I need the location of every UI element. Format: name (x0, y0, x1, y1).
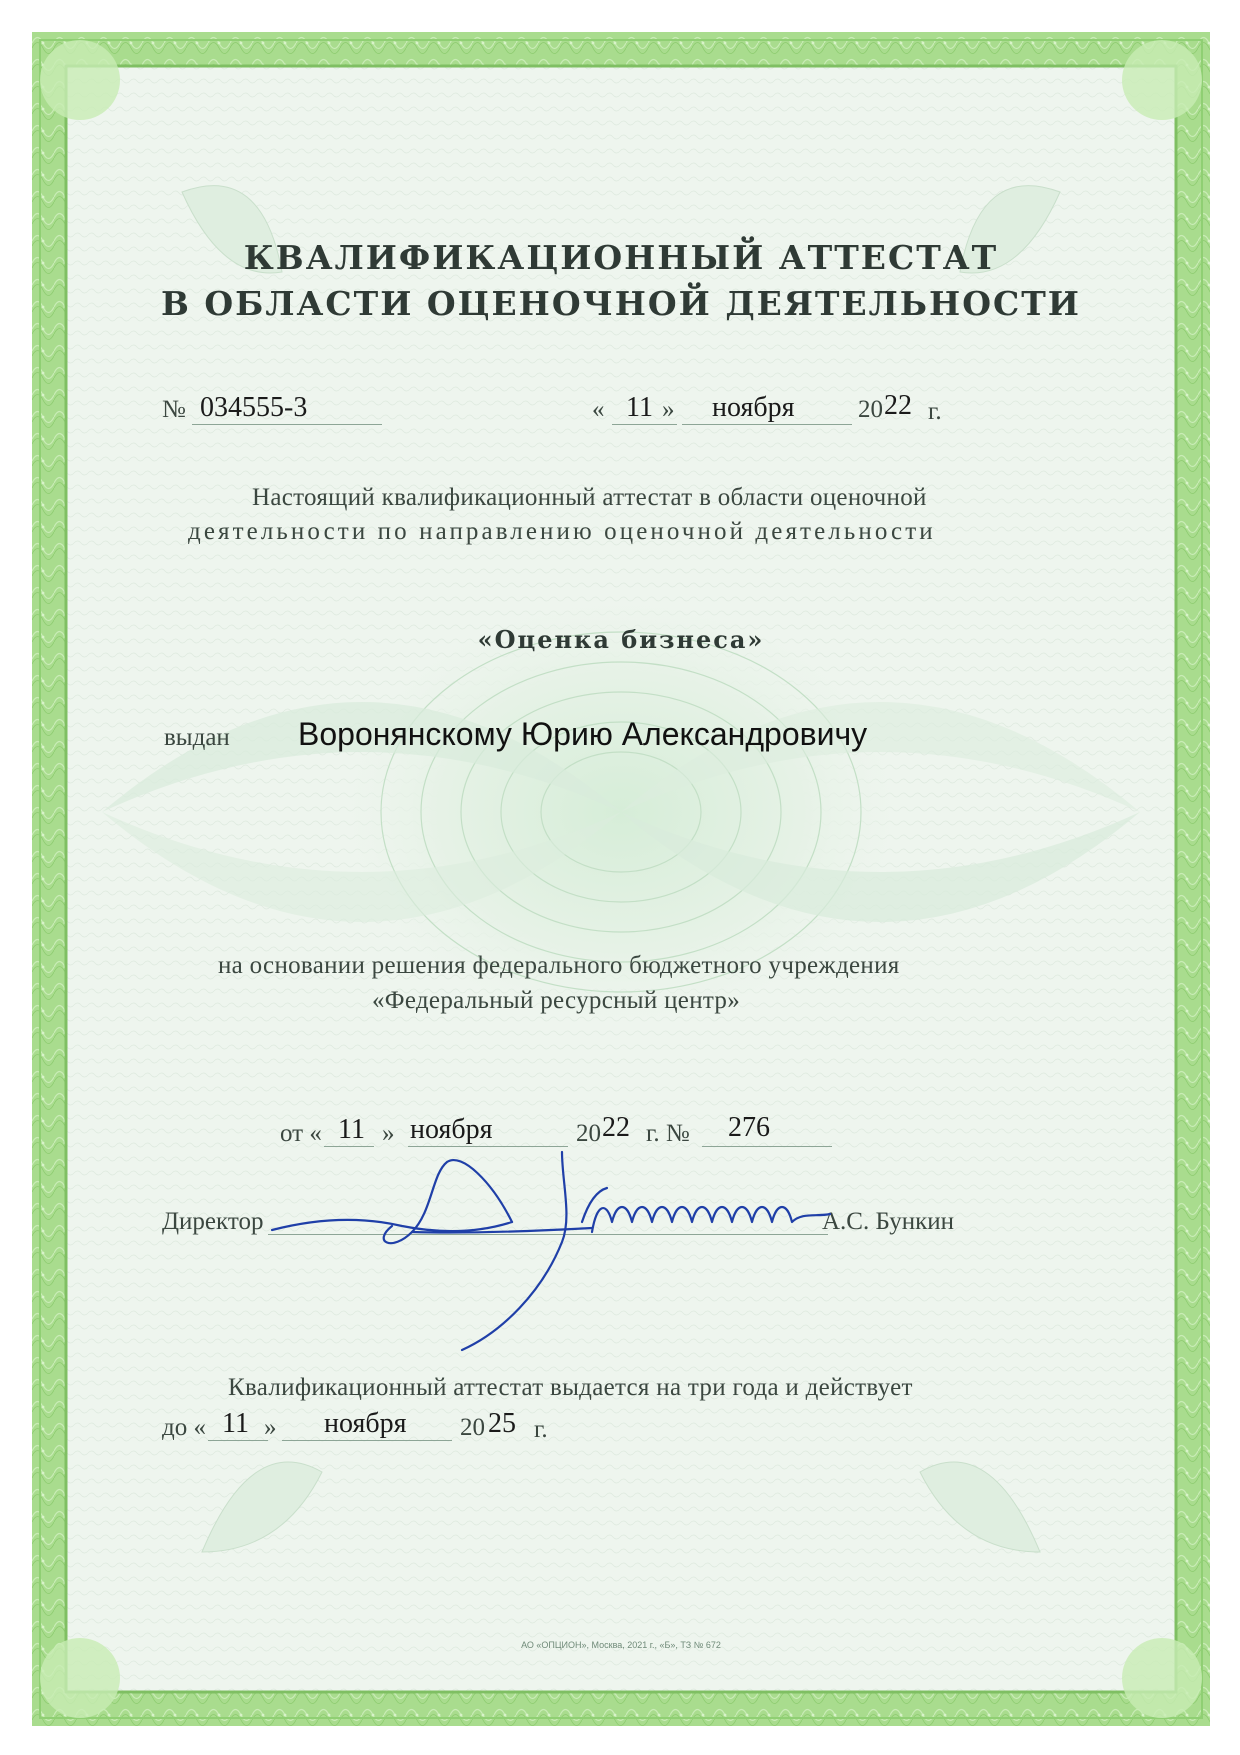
date-quote-open: « (592, 396, 605, 423)
intro-line-1: Настоящий квалификационный аттестат в области оценочной (252, 484, 927, 511)
title-line-2: В ОБЛАСТИ ОЦЕНОЧНОЙ ДЕЯТЕЛЬНОСТИ (161, 284, 1081, 323)
issue-day: 11 (626, 392, 653, 423)
intro-line-2: деятельности по направлению оценочной деятельности (188, 518, 936, 545)
validity-prefix: до « (162, 1414, 206, 1441)
issue-year-prefix: 20 (858, 396, 883, 423)
decision-number: 276 (728, 1112, 770, 1143)
issued-label: выдан (164, 724, 230, 751)
basis-line-2: «Федеральный ресурсный центр» (372, 987, 741, 1014)
validity-year-unit: г. (534, 1416, 548, 1443)
date-quote-close: » (662, 396, 675, 423)
decision-quote-close: » (382, 1120, 395, 1147)
director-label: Директор (162, 1208, 264, 1235)
printer-note: АО «ОПЦИОН», Москва, 2021 г., «Б», ТЗ № 672 (521, 1640, 721, 1650)
month-underline (682, 424, 852, 425)
direction: «Оценка бизнеса» (477, 625, 765, 654)
validity-year-prefix: 20 (460, 1414, 485, 1441)
validity-year-suffix: 25 (488, 1408, 516, 1439)
decision-day: 11 (338, 1114, 365, 1145)
number-sign: № (162, 396, 186, 423)
validity-day-underline (208, 1440, 268, 1441)
title-line-1: КВАЛИФИКАЦИОННЫЙ АТТЕСТАТ (243, 238, 999, 277)
validity-month: ноября (324, 1408, 407, 1439)
certificate-number: 034555-3 (200, 392, 308, 423)
number-underline (192, 424, 382, 425)
certificate (32, 32, 1210, 1726)
recipient-name: Воронянскому Юрию Александровичу (298, 716, 868, 752)
decision-year-suffix: 22 (602, 1112, 630, 1143)
day-underline (612, 424, 677, 425)
issue-year-unit: г. (928, 398, 942, 425)
basis-line-1: на основании решения федерального бюджетного учреждения (218, 952, 900, 979)
director-name: А.С. Бункин (822, 1208, 954, 1235)
issue-year-suffix: 22 (884, 390, 912, 421)
validity-month-underline (282, 1440, 452, 1441)
decision-month: ноября (410, 1114, 493, 1145)
validity-line-1: Квалификационный аттестат выдается на три года и действует (228, 1374, 913, 1401)
issue-month: ноября (712, 392, 795, 423)
decision-number-label: г. № (646, 1120, 690, 1147)
decision-year-prefix: 20 (576, 1120, 601, 1147)
director-signature (262, 1122, 842, 1362)
validity-day: 11 (222, 1408, 249, 1439)
decision-prefix: от « (280, 1120, 322, 1147)
validity-quote-close: » (264, 1414, 277, 1441)
